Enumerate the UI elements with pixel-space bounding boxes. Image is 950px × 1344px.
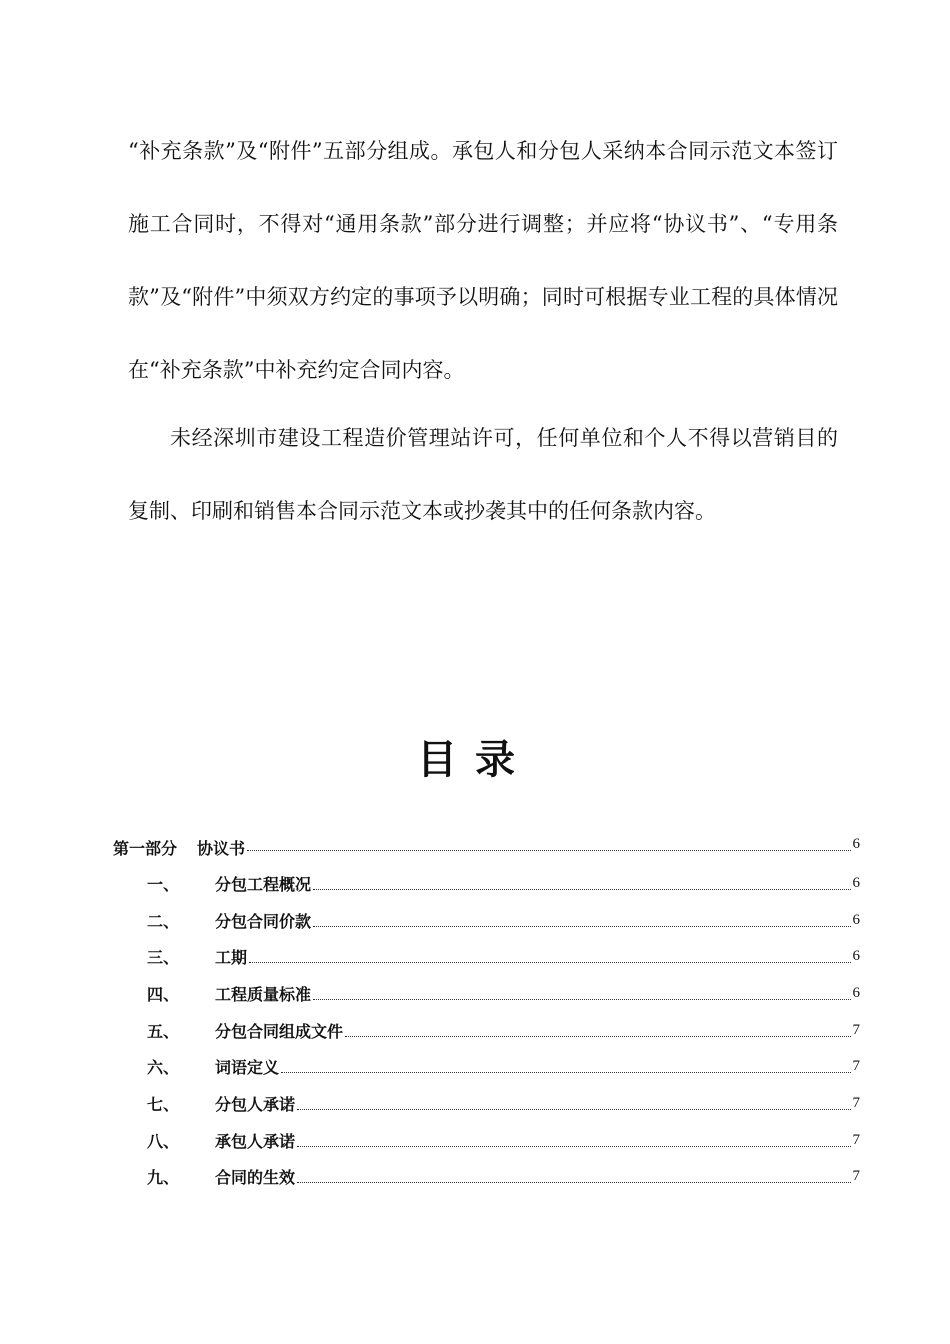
toc-entry-label: 分包工程概况 xyxy=(215,874,312,894)
toc-page-number: 7 xyxy=(852,1021,860,1038)
toc-part-number: 第一部分 xyxy=(113,839,178,858)
toc-page-number: 7 xyxy=(852,1058,860,1075)
toc-leader-dots xyxy=(313,987,850,1000)
toc-leader-dots xyxy=(249,950,850,963)
toc-page-number: 6 xyxy=(852,948,860,965)
toc-entry-label: 合同的生效 xyxy=(215,1168,296,1188)
toc-entry-number: 六、 xyxy=(147,1058,180,1078)
toc-entry[interactable] xyxy=(113,938,860,975)
toc-entry[interactable] xyxy=(113,1085,860,1122)
toc-entry[interactable] xyxy=(113,1122,860,1159)
toc-entry[interactable] xyxy=(113,1048,860,1085)
toc-entry-number: 一、 xyxy=(147,874,180,894)
toc-page-number: 7 xyxy=(852,1168,860,1185)
toc-entry-label: 分包合同组成文件 xyxy=(215,1021,344,1041)
toc-entry[interactable] xyxy=(113,902,860,939)
toc-leader-dots xyxy=(345,1024,850,1037)
toc-entry-label: 工期 xyxy=(215,948,248,968)
toc-entry-label: 承包人承诺 xyxy=(215,1131,296,1151)
toc-entry-label: 词语定义 xyxy=(215,1058,280,1078)
toc-leader-dots xyxy=(281,1060,850,1073)
toc-page-number: 6 xyxy=(852,836,860,852)
toc-part-label: 协议书 xyxy=(197,839,246,858)
body-paragraph-1: “补充条款”及“附件”五部分组成。承包人和分包人采纳本合同示范文本签订施工合同时，不得对“通用条款”部分进行调整；并应将“协议书”、“专用条款”及“附件”中须双方约定的事项予以明确；同时可根据专业工程的具体情况在“补充条款”中补充约定合同内容。 xyxy=(128,139,838,382)
toc-title: 目录 xyxy=(417,737,533,783)
toc-page-number: 6 xyxy=(852,874,860,891)
toc-leader-dots xyxy=(297,1170,850,1183)
toc-leader-dots xyxy=(247,836,850,851)
toc-leader-dots xyxy=(313,877,850,890)
toc-entry[interactable] xyxy=(113,1159,860,1196)
toc-leader-dots xyxy=(297,1097,850,1110)
toc-page-number: 6 xyxy=(852,984,860,1001)
toc-entry-number: 七、 xyxy=(147,1094,180,1114)
toc-entry-number: 五、 xyxy=(147,1021,180,1041)
toc-entry[interactable] xyxy=(113,1012,860,1049)
body-paragraph-2: 未经深圳市建设工程造价管理站许可，任何单位和个人不得以营销目的复制、印刷和销售本合同示范文本或抄袭其中的任何条款内容。 xyxy=(128,426,838,523)
toc-entry-label: 分包人承诺 xyxy=(215,1094,296,1114)
toc-leader-dots xyxy=(313,914,850,927)
table-of-contents xyxy=(113,836,860,1195)
toc-entry-number: 四、 xyxy=(147,984,180,1004)
toc-leader-dots xyxy=(297,1134,850,1147)
toc-entry[interactable] xyxy=(113,975,860,1012)
toc-entry-label: 工程质量标准 xyxy=(215,984,312,1004)
toc-entry[interactable] xyxy=(113,865,860,902)
toc-entry-label: 分包合同价款 xyxy=(215,911,312,931)
toc-entry-number: 三、 xyxy=(147,948,180,968)
toc-entry-number: 八、 xyxy=(147,1131,180,1151)
toc-page-number: 7 xyxy=(852,1131,860,1148)
toc-page-number: 7 xyxy=(852,1094,860,1111)
toc-page-number: 6 xyxy=(852,911,860,928)
toc-entry-number: 二、 xyxy=(147,911,180,931)
toc-part-1[interactable] xyxy=(113,836,860,865)
toc-entry-number: 九、 xyxy=(147,1168,180,1188)
